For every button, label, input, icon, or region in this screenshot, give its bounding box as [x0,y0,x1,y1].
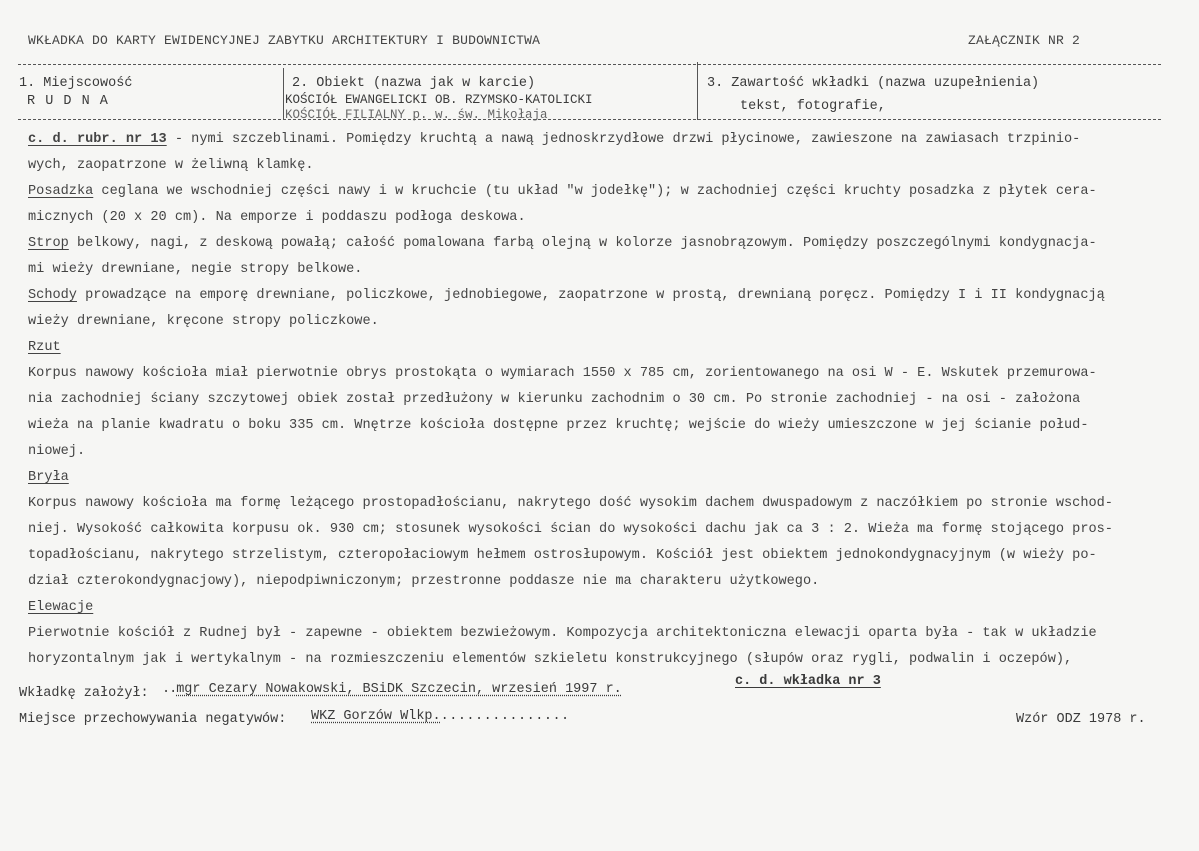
locality-value: R U D N A [27,94,109,109]
form-title: WKŁADKA DO KARTY EWIDENCYJNEJ ZABYTKU ARCHITEKTURY I BUDOWNICTWA [28,33,541,48]
section-heading-strop: Strop [28,236,69,251]
text-line: micznych (20 x 20 cm). Na emporze i poddaszu podłoga deskowa. [28,210,526,225]
text-line: wych, zaopatrzone w żeliwną klamkę. [28,158,314,173]
contents-value: tekst, fotografie, [740,99,886,114]
text-line: Korpus nawowy kościoła ma formę leżącego prostopadłościanu, nakrytego dość wysokim dachem dwuspadowym z naczółkiem po stronie wschod- [28,496,1113,511]
locality-label: 1. Miejscowość [19,76,133,91]
top-divider [18,64,1161,65]
text-line: Pierwotnie kościół z Rudnej był - zapewne - obiektem bezwieżowym. Kompozycja architektoniczna elewacji oparta była - tak w układzie [28,626,1097,641]
form-reference: Wzór ODZ 1978 r. [1016,712,1146,727]
column-divider-1 [283,68,284,120]
text-line: niowej. [28,444,86,459]
text-line [28,335,1168,361]
text-line: c. d. rubr. nr 13 - nymi szczeblinami. Pomiędzy kruchtą a nawą jednoskrzydłowe drzwi płycinowe, zawieszone na zawiasach trzpinio- [28,132,1081,147]
section-heading-posadzka: Posadzka [28,184,94,199]
text-line: nia zachodniej ściany szczytowej obiek został przedłużony w kierunku zachodnim o 30 cm. Po stronie zachodniej - na osi - założona [28,392,1081,407]
text-line: niej. Wysokość całkowita korpusu ok. 930 cm; stosunek wysokości ścian do wysokości dachu jak ca 3 : 2. Wieża ma formę stojącego pros- [28,522,1113,537]
text-line: Strop belkowy, nagi, z deskową powałą; całość pomalowana farbą olejną w kolorze jasnobrązowym. Pomiędzy poszczególnymi kondygnacja- [28,236,1097,251]
storage-location: WKZ Gorzów Wlkp. [311,709,441,724]
text-line [28,465,1168,491]
column-divider-2 [697,62,698,120]
fields-divider [18,119,1161,120]
text-line: Posadzka ceglana we wschodniej części nawy i w kruchcie (tu układ "w jodełkę"); w zachodniej części kruchty posadzka z płytek cera- [28,184,1097,199]
section-heading-bryla: Bryła [28,470,69,485]
continued-insert-note: c. d. wkładka nr 3 [735,674,881,689]
text-line: Schody prowadzące na emporę drewniane, policzkowe, jednobiegowe, zaopatrzone w prostą, drewnianą poręcz. Pomiędzy I i II kondygnacją [28,288,1105,303]
text-line: topadłościanu, nakrytego strzelistym, czteropołaciowym hełmem ostrosłupowym. Kościół jest obiektem jednokondygnacyjnym (w wieży po- [28,548,1097,563]
storage-value: WKZ Gorzów Wlkp................ [311,709,570,724]
text-line [28,595,1168,621]
text-line: wieży drewniane, kręcone stropy policzkowe. [28,314,379,329]
text-line: horyzontalnym jak i wertykalnym - na rozmieszczeniu elementów szkieletu konstrukcyjnego (słupów oraz rygli, podwalin i oczepów), [28,652,1073,667]
object-value-line1: KOŚCIÓŁ EWANGELICKI OB. RZYMSKO-KATOLICKI [285,93,593,107]
section-heading-schody: Schody [28,288,77,303]
object-label: 2. Obiekt (nazwa jak w karcie) [292,76,536,91]
attachment-number: ZAŁĄCZNIK NR 2 [968,33,1081,48]
text-line: dział czterokondygnacjowy), niepodpiwniczonym; przestronne poddasze nie ma charakteru użytkowego. [28,574,820,589]
text-line: mi wieży drewniane, negie stropy belkowe. [28,262,363,277]
contents-label: 3. Zawartość wkładki (nazwa uzupełnienia) [707,76,1040,91]
storage-label: Miejsce przechowywania negatywów: [19,712,287,727]
founder-value: ..mgr Cezary Nowakowski, BSiDK Szczecin, wrzesień 1997 r. [162,682,622,697]
continued-rubric: c. d. rubr. nr 13 [28,132,167,147]
text-line: Korpus nawowy kościoła miał pierwotnie obrys prostokąta o wymiarach 1550 x 785 cm, zorientowanego na osi W - E. Wskutek przemurowa- [28,366,1097,381]
founder-name: mgr Cezary Nowakowski, BSiDK Szczecin, wrzesień 1997 r. [176,682,622,697]
founder-label: Wkładkę założył: [19,686,149,701]
description-body [28,127,1168,673]
section-heading-rzut: Rzut [28,340,61,355]
text-line: wieża na planie kwadratu o boku 335 cm. Wnętrze kościoła dostępne przez kruchtę; wejście do wieży umieszczone w jej ścianie połud- [28,418,1089,433]
object-value-line2: KOŚCIÓŁ FILIALNY p. w. św. Mikołaja [285,108,548,122]
section-heading-elewacje: Elewacje [28,600,94,615]
